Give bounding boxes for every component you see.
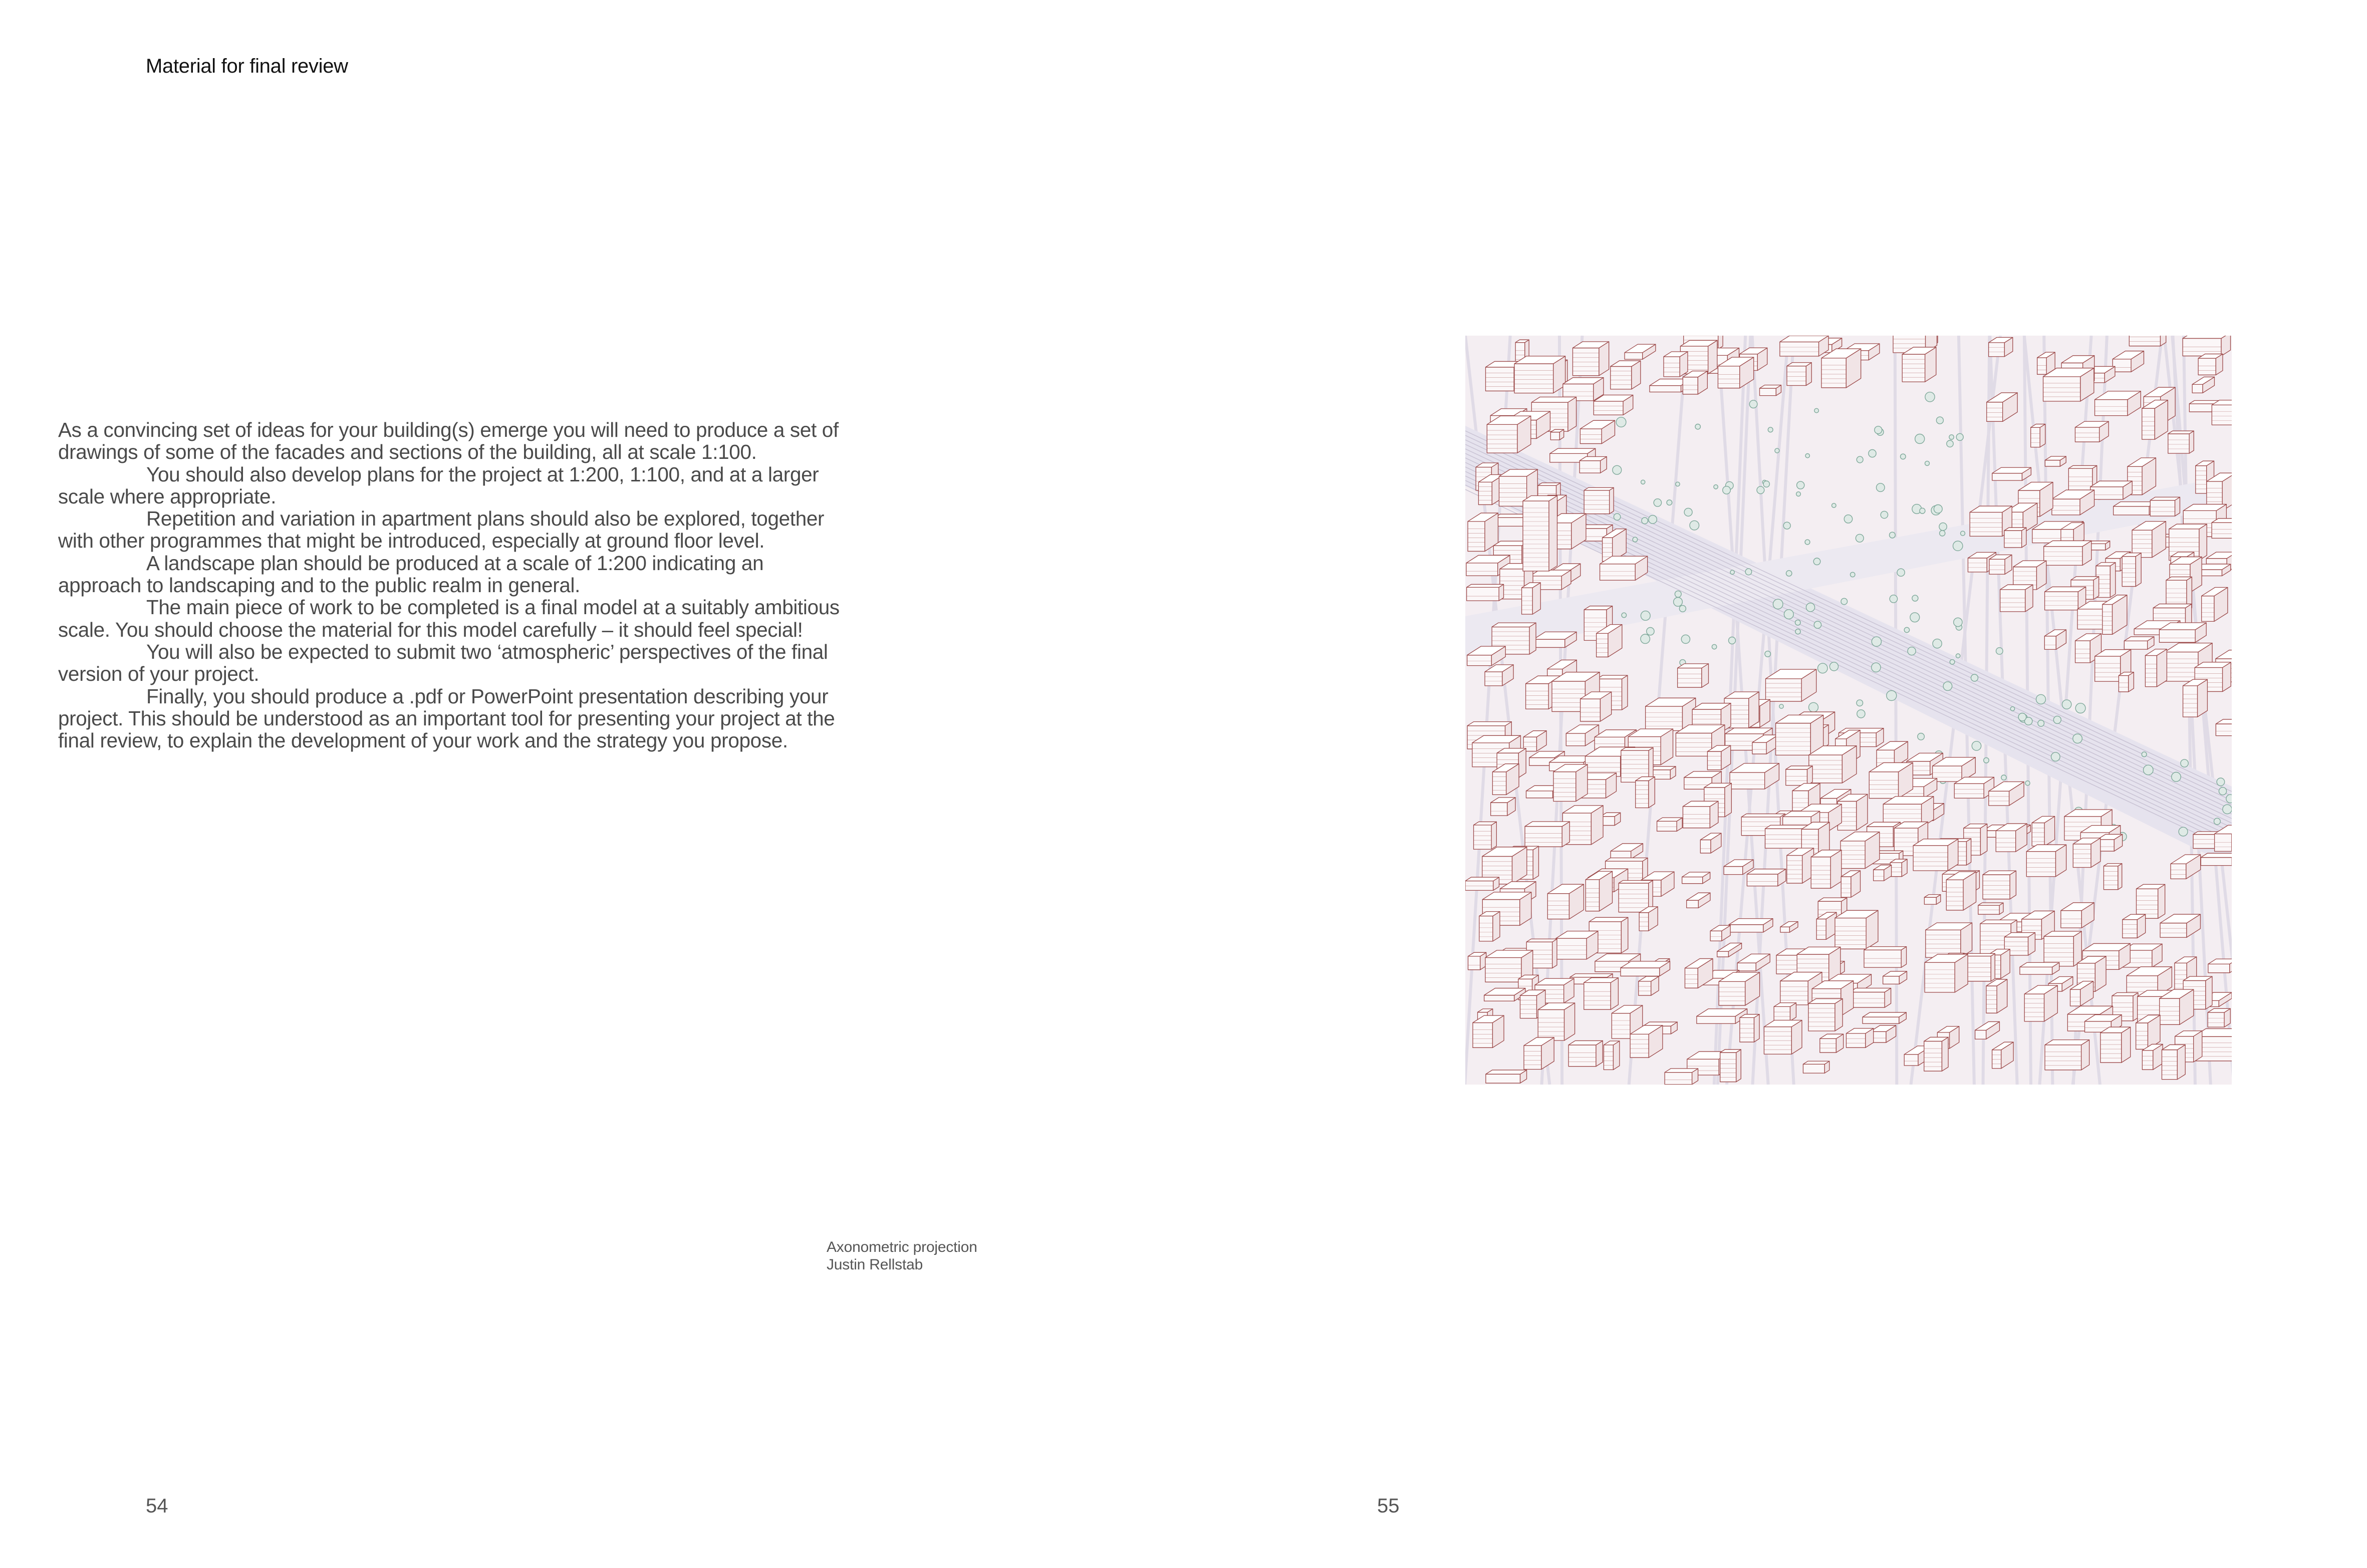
tree bbox=[1757, 486, 1764, 494]
tree bbox=[1813, 558, 1820, 565]
tree bbox=[1857, 700, 1863, 706]
building bbox=[2124, 637, 2154, 649]
tree bbox=[2179, 827, 2188, 836]
building bbox=[1678, 664, 1709, 687]
tree bbox=[1695, 424, 1700, 429]
building bbox=[1639, 976, 1659, 995]
tree bbox=[1841, 598, 1848, 605]
building bbox=[1522, 583, 1541, 614]
building bbox=[1611, 361, 1641, 389]
building bbox=[2212, 400, 2232, 425]
tree bbox=[1897, 569, 1905, 576]
building bbox=[2020, 962, 2059, 974]
building bbox=[2103, 864, 2122, 890]
building bbox=[2044, 931, 2081, 966]
building bbox=[1766, 669, 1816, 701]
tree bbox=[1796, 492, 1801, 496]
building bbox=[1682, 872, 1710, 884]
tree bbox=[1647, 628, 1654, 635]
tree bbox=[1857, 456, 1863, 463]
paragraph: Repetition and variation in apartment plans should also be explored, together with other programmes that might be introduced, especially at ground floor level. bbox=[58, 507, 825, 553]
tree bbox=[1971, 674, 1978, 681]
paragraph: As a convincing set of ideas for your building(s) emerge you will need to produce a set of drawings of some of the facades and sections of the building, all at scale 1:100. bbox=[58, 418, 839, 464]
building bbox=[2208, 1008, 2230, 1027]
tree bbox=[1872, 663, 1881, 672]
tree bbox=[1681, 635, 1690, 643]
building bbox=[2026, 845, 2066, 877]
tree bbox=[2142, 752, 2147, 757]
tree bbox=[1729, 637, 1736, 644]
tree bbox=[1714, 485, 1718, 489]
building bbox=[1978, 903, 2003, 914]
tree bbox=[2217, 778, 2225, 786]
building bbox=[2100, 1027, 2131, 1063]
tree bbox=[1690, 520, 1699, 530]
paragraph: A landscape plan should be produced at a scale of 1:200 indicating an approach to landscaping and to the public realm in general. bbox=[58, 551, 764, 597]
axonometric-drawing-canvas bbox=[1465, 336, 2232, 1085]
tree bbox=[1674, 598, 1683, 607]
tree bbox=[2214, 818, 2221, 825]
building bbox=[2212, 518, 2232, 538]
building bbox=[2043, 368, 2094, 401]
tree bbox=[1613, 465, 1622, 474]
building bbox=[1586, 871, 1612, 911]
building bbox=[1572, 342, 1609, 376]
tree bbox=[1679, 605, 1686, 612]
building bbox=[2045, 456, 2066, 466]
building bbox=[1811, 850, 1842, 888]
building bbox=[2137, 884, 2165, 918]
building bbox=[1665, 1069, 1698, 1085]
building bbox=[1924, 1037, 1948, 1071]
building bbox=[1524, 1037, 1554, 1070]
tree bbox=[1763, 481, 1769, 487]
tree bbox=[2010, 707, 2014, 711]
tree bbox=[2226, 795, 2232, 803]
tree bbox=[1984, 757, 1989, 763]
building bbox=[1479, 912, 1500, 941]
building bbox=[1556, 931, 1598, 959]
building bbox=[2032, 817, 2054, 846]
building bbox=[1850, 988, 1891, 1008]
building bbox=[1600, 556, 1648, 580]
tree bbox=[1795, 620, 1801, 625]
tree bbox=[1890, 595, 1897, 603]
tree bbox=[1641, 634, 1650, 644]
tree bbox=[2051, 752, 2060, 761]
building bbox=[2183, 679, 2208, 717]
tree bbox=[2223, 805, 2232, 814]
building bbox=[1474, 822, 1497, 849]
tree bbox=[1943, 682, 1952, 691]
tree bbox=[1786, 571, 1792, 576]
building bbox=[1913, 839, 1958, 871]
tree bbox=[1851, 572, 1855, 577]
tree bbox=[1654, 499, 1661, 506]
tree bbox=[1920, 508, 1925, 513]
building bbox=[1863, 1012, 1906, 1023]
tree bbox=[1925, 392, 1935, 402]
tree bbox=[1649, 515, 1657, 524]
tree bbox=[1768, 427, 1773, 432]
tree bbox=[1875, 426, 1882, 434]
tree bbox=[1712, 644, 1716, 649]
building bbox=[2097, 834, 2123, 851]
tree bbox=[1890, 532, 1896, 538]
tree bbox=[2001, 775, 2006, 780]
building bbox=[1780, 336, 1828, 356]
building bbox=[2044, 541, 2091, 565]
tree bbox=[2053, 716, 2061, 723]
tree bbox=[1797, 481, 1804, 489]
building bbox=[1720, 1050, 1741, 1082]
building bbox=[1525, 822, 1569, 847]
building bbox=[1636, 777, 1655, 808]
tree bbox=[1684, 508, 1692, 516]
building bbox=[1983, 871, 2016, 899]
tree bbox=[1947, 440, 1953, 447]
building bbox=[2000, 585, 2033, 612]
tree bbox=[1675, 591, 1681, 597]
building bbox=[1926, 923, 1972, 957]
building bbox=[1924, 895, 1940, 904]
tree bbox=[1915, 434, 1925, 444]
building bbox=[1774, 1003, 1796, 1021]
building bbox=[1581, 692, 1612, 721]
page-number-left: 54 bbox=[146, 1495, 168, 1517]
building bbox=[1864, 947, 1907, 968]
building bbox=[1584, 487, 1614, 513]
tree bbox=[1856, 534, 1864, 542]
tree bbox=[1901, 454, 1906, 459]
tree bbox=[1972, 741, 1981, 750]
tree bbox=[1616, 417, 1626, 427]
building bbox=[2119, 672, 2134, 692]
building bbox=[1473, 1015, 1504, 1048]
building bbox=[1869, 762, 1913, 798]
tree bbox=[1829, 662, 1838, 671]
building bbox=[1683, 371, 1707, 394]
tree bbox=[1910, 613, 1920, 622]
tree bbox=[1949, 435, 1954, 439]
tree bbox=[2172, 772, 2181, 782]
building bbox=[1803, 1061, 1829, 1073]
tree bbox=[1954, 618, 1962, 626]
tree bbox=[2062, 700, 2071, 709]
tree bbox=[1730, 570, 1734, 574]
tree bbox=[2036, 694, 2046, 704]
building bbox=[1467, 584, 1504, 601]
tree bbox=[1783, 522, 1790, 529]
building bbox=[1584, 978, 1619, 1009]
building bbox=[1465, 877, 1499, 890]
building bbox=[1594, 395, 1633, 415]
paragraph: Finally, you should produce a .pdf or PowerPoint presentation describing your project. This should be understood as an important tool for presenting your project at the final review, to explain the development of your work and the strategy you propose. bbox=[58, 684, 835, 752]
tree bbox=[1887, 691, 1897, 701]
tree bbox=[1622, 613, 1627, 618]
building bbox=[1601, 813, 1621, 825]
building bbox=[1992, 467, 2031, 480]
building bbox=[1787, 848, 1814, 883]
building bbox=[2201, 853, 2232, 865]
tree bbox=[2025, 781, 2030, 786]
building bbox=[2183, 336, 2230, 356]
building bbox=[1986, 979, 2007, 1013]
building bbox=[1840, 832, 1880, 869]
building bbox=[1514, 356, 1565, 393]
building bbox=[2142, 400, 2168, 440]
tree bbox=[2038, 720, 2044, 727]
tree bbox=[2073, 734, 2082, 743]
building bbox=[1747, 869, 1786, 886]
page-number-right: 55 bbox=[1377, 1495, 1400, 1517]
tree bbox=[1918, 733, 1925, 740]
tree bbox=[1936, 417, 1943, 424]
tree bbox=[1857, 710, 1865, 718]
building bbox=[2045, 1040, 2089, 1070]
building bbox=[1621, 961, 1670, 976]
tree bbox=[1961, 531, 1965, 536]
building bbox=[1760, 385, 1781, 396]
figure-caption bbox=[827, 1238, 977, 1273]
tree bbox=[1773, 599, 1783, 609]
building bbox=[1657, 818, 1683, 831]
building bbox=[1820, 1034, 1844, 1053]
building bbox=[1487, 416, 1530, 453]
building bbox=[1553, 764, 1588, 802]
building bbox=[2123, 914, 2146, 938]
building bbox=[2090, 481, 2133, 499]
building bbox=[2129, 336, 2166, 346]
tree bbox=[1953, 541, 1963, 551]
tree bbox=[1925, 461, 1930, 465]
building bbox=[1523, 496, 1557, 572]
tree bbox=[2075, 703, 2085, 713]
tree bbox=[1869, 450, 1876, 457]
building bbox=[2145, 649, 2167, 687]
building bbox=[2162, 1044, 2185, 1079]
building bbox=[1538, 1003, 1574, 1040]
building bbox=[1846, 1028, 1873, 1048]
building bbox=[2024, 985, 2057, 1021]
tree bbox=[1614, 513, 1620, 520]
tree bbox=[1641, 611, 1650, 621]
axonometric-drawing bbox=[1465, 336, 2232, 1085]
building bbox=[2159, 623, 2206, 642]
building bbox=[2150, 497, 2180, 516]
tree bbox=[1818, 663, 1828, 673]
building bbox=[2168, 431, 2194, 453]
building bbox=[2095, 391, 2141, 416]
tree bbox=[1956, 654, 1960, 658]
building bbox=[1989, 555, 2012, 574]
paragraph: The main piece of work to be completed is a final model at a suitably ambitious scale. You should choose the material for this model carefully – it should feel special! bbox=[58, 596, 840, 641]
caption-credit: Justin Rellstab bbox=[827, 1256, 923, 1273]
tree bbox=[2144, 765, 2154, 775]
building bbox=[1729, 919, 1773, 932]
building bbox=[1491, 798, 1515, 816]
tree bbox=[1933, 639, 1942, 648]
tree bbox=[1881, 511, 1888, 518]
tree bbox=[1745, 569, 1752, 575]
tree bbox=[1939, 523, 1947, 531]
building bbox=[1925, 954, 1968, 992]
building bbox=[1841, 871, 1860, 897]
caption-title: Axonometric projection bbox=[827, 1239, 977, 1255]
paragraph: You will also be expected to submit two ‘atmospheric’ perspectives of the final version of your project. bbox=[58, 640, 828, 686]
building bbox=[1683, 801, 1718, 828]
building bbox=[2122, 553, 2141, 587]
paragraph: You should also develop plans for the project at 1:200, 1:100, and at a larger scale where appropriate. bbox=[58, 462, 819, 508]
building bbox=[1902, 347, 1936, 382]
tree bbox=[1806, 603, 1814, 612]
building bbox=[1568, 1040, 1603, 1066]
building bbox=[1580, 457, 1607, 473]
tree bbox=[1641, 480, 1645, 484]
building bbox=[1719, 972, 1759, 1005]
tree bbox=[1805, 540, 1810, 545]
tree bbox=[1749, 400, 1757, 408]
tree bbox=[1814, 408, 1819, 413]
tree bbox=[1912, 595, 1918, 601]
building bbox=[2031, 424, 2045, 447]
tree bbox=[1904, 627, 1909, 632]
body-text bbox=[58, 419, 840, 751]
tree bbox=[1784, 610, 1793, 619]
tree bbox=[2219, 788, 2226, 795]
building bbox=[1787, 363, 1811, 386]
building bbox=[1786, 766, 1812, 786]
building bbox=[2004, 528, 2026, 548]
tree bbox=[1779, 704, 1783, 708]
tree bbox=[1775, 448, 1779, 453]
tree bbox=[1814, 621, 1821, 628]
tree bbox=[1908, 647, 1916, 655]
building bbox=[1821, 349, 1861, 388]
building bbox=[1740, 1014, 1759, 1042]
building bbox=[1954, 777, 1994, 798]
building bbox=[1550, 429, 1563, 440]
tree bbox=[1872, 637, 1881, 646]
tree bbox=[1676, 482, 1680, 486]
tree bbox=[1633, 537, 1638, 542]
tree bbox=[1795, 629, 1800, 634]
building bbox=[1890, 859, 1907, 877]
tree bbox=[1832, 503, 1836, 508]
building bbox=[1946, 872, 1976, 910]
tree bbox=[1940, 531, 1945, 536]
building bbox=[2073, 838, 2100, 868]
tree bbox=[1877, 483, 1885, 492]
building bbox=[1809, 746, 1857, 783]
building bbox=[1837, 794, 1868, 830]
tree bbox=[1642, 517, 1648, 524]
building bbox=[2045, 587, 2086, 610]
building bbox=[1707, 745, 1730, 770]
building bbox=[1486, 1070, 1527, 1083]
tree bbox=[1956, 433, 1963, 440]
tree bbox=[1934, 505, 1942, 513]
tree bbox=[2018, 713, 2026, 721]
building bbox=[1989, 337, 2013, 356]
building bbox=[2075, 421, 2109, 442]
tree bbox=[1805, 454, 1809, 458]
building bbox=[1996, 824, 2027, 852]
building bbox=[2132, 521, 2166, 558]
building bbox=[1604, 1041, 1619, 1070]
building bbox=[1468, 952, 1486, 970]
tree bbox=[1667, 500, 1672, 505]
tree bbox=[1723, 486, 1731, 494]
tree bbox=[1844, 515, 1852, 523]
tree bbox=[1996, 648, 2003, 655]
building bbox=[1664, 352, 1688, 377]
building bbox=[1776, 715, 1823, 755]
section-title: Material for final review bbox=[146, 55, 348, 77]
building bbox=[2198, 354, 2223, 375]
tree bbox=[1950, 660, 1955, 665]
tree bbox=[2181, 759, 2188, 767]
building bbox=[1764, 1020, 1802, 1055]
building bbox=[1808, 999, 1843, 1031]
tree bbox=[1809, 702, 1818, 712]
tree bbox=[1765, 651, 1771, 657]
building bbox=[1835, 910, 1878, 949]
